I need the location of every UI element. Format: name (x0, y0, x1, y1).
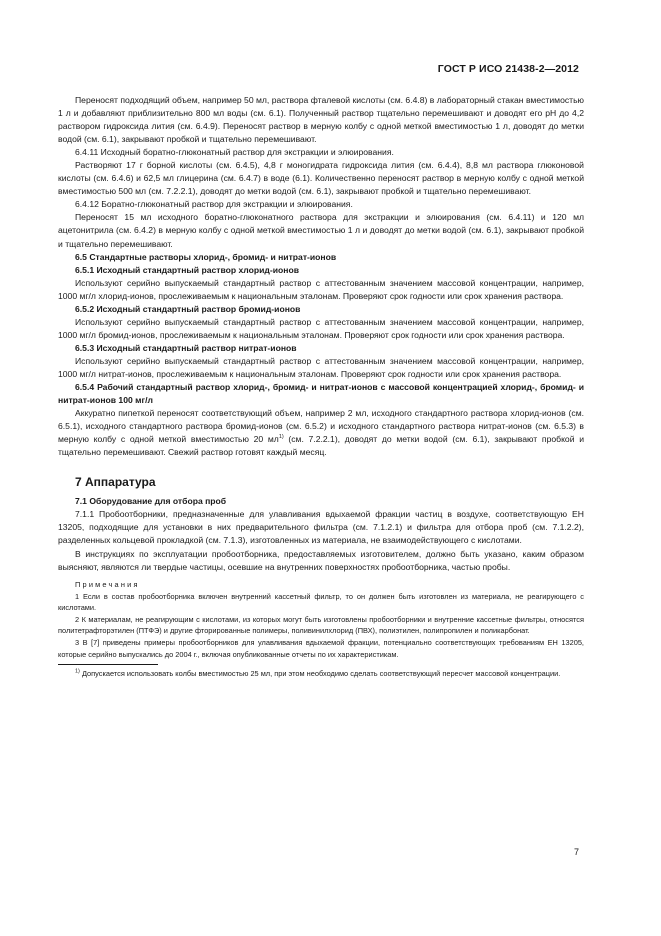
section-6-5-4-heading: 6.5.4 Рабочий стандартный раствор хлорид-, бромид- и нитрат-ионов с массовой концентрацией хлорид-, бромид- и нитрат-ионов 100 мг/л (58, 382, 584, 406)
footnote-ref-1: 1) (278, 434, 284, 441)
page-number: 7 (573, 847, 579, 857)
note-3: 3 В [7] приведены примеры пробоотборников для улавливания вдыхаемой фракции, потенциально соответствующих требованиям ЕН 13205, которые серийно выпускались до 2004 г., включая опубликованные отчеты по их характеристикам. (58, 637, 584, 659)
section-6-5-heading: 6.5 Стандартные растворы хлорид-, бромид- и нитрат-ионов (75, 251, 337, 262)
footnote-text: Допускается использовать колбы вместимостью 25 мл, при этом необходимо сделать соответствующий пересчет массовой концентрации. (79, 669, 561, 679)
section-7-1-heading: 7.1 Оборудование для отбора проб (75, 496, 227, 507)
footnote-divider (58, 664, 158, 665)
section-6-5-4-text-a: Аккуратно пипеткой переносят соответствующий объем, например 2 мл, исходного стандартного раствора хлорид-ионов (см. 6.5.1), исходного стандартного раствора бромид-ионов (см. 6.5.2) и исходного стандартного раствора нитрат-ионов (см. 6.5.3) в мерную колбу с одной меткой вместимостью 20 мл (58, 408, 584, 445)
section-7-1-1-text-2: В инструкциях по эксплуатации пробоотборника, предоставляемых изготовителем, должно быть указано, каким образом выясняют, являются ли твердые частицы, осевшие на внутренних поверхностях пробоотборника, частью пробы. (58, 548, 584, 572)
page-content (58, 94, 584, 680)
notes-title: Примечания (75, 579, 140, 589)
document-header: ГОСТ Р ИСО 21438-2—2012 (437, 63, 579, 75)
section-6-5-3-heading: 6.5.3 Исходный стандартный раствор нитрат-ионов (75, 342, 297, 353)
footnote-mark: 1) (75, 668, 80, 675)
section-6-4-11-text: Растворяют 17 г борной кислоты (см. 6.4.5), 4,8 г моногидрата гидроксида лития (см. 6.4.4), 8,8 мл раствора глюконовой кислоты (см. 6.4.6) и 62,5 мл глицерина (см. 6.4.7) в воде (6.1). Количественно переносят раствор в мерную колбу с одной меткой вместимостью 500 мл (см. 7.2.2.1), доводят до метки водой (см. 6.1), закрывают пробкой и тщательно перемешивают. (58, 160, 584, 197)
footnote-1 (58, 668, 584, 680)
section-6-5-2-heading: 6.5.2 Исходный стандартный раствор бромид-ионов (75, 303, 301, 314)
section-6-4-12-text: Переносят 15 мл исходного боратно-глюконатного раствора для экстракции и элюирования (см. 6.4.11) и 120 мл ацетонитрила (см. 6.4.2) в мерную колбу с одной меткой вместимостью 1 л и доводят до метки водой (см. 6.1), закрывают пробкой и тщательно перемешивают. (58, 212, 584, 249)
section-7-heading: 7 Аппаратура (75, 475, 156, 490)
section-6-4-11-heading: 6.4.11 Исходный боратно-глюконатный раствор для экстракции и элюирования. (75, 147, 394, 158)
section-6-5-1-text: Используют серийно выпускаемый стандартный раствор с аттестованным значением массовой концентрации, например, 1000 мг/л хлорид-ионов, прослеживаемым к национальным эталонам. Проверяют срок годности или срок хранения раствора. (58, 277, 584, 301)
note-1: 1 Если в состав пробоотборника включен внутренний кассетный фильтр, то он должен быть изготовлен из материала, не реагирующего с кислотами. (58, 591, 584, 613)
section-6-5-4-text (58, 407, 584, 459)
section-6-5-2-text: Используют серийно выпускаемый стандартный раствор с аттестованным значением массовой концентрации, например, 1000 мг/л бромид-ионов, прослеживаемым к национальным эталонам. Проверяют срок годности или срок хранения раствора. (58, 316, 584, 340)
paragraph-intro: Переносят подходящий объем, например 50 мл, раствора фталевой кислоты (см. 6.4.8) в лабораторный стакан вместимостью 1 л и добавляют приблизительно 800 мл воды (см. 6.1). Полученный раствор тщательно перемешивают и доводят его pH до 4,2 раствором гидроксида лития (см. 6.4.9). Переносят раствор в мерную колбу с одной меткой вместимостью 1 л, доводят до метки водой (см. 6.1), закрывают пробкой и тщательно перемешивают. (58, 95, 584, 145)
section-7-1-1-text: 7.1.1 Пробоотборники, предназначенные для улавливания вдыхаемой фракции частиц в воздухе, соответствующую ЕН 13205, подходящие для установки в них предварительного фильтра (см. 7.1.2.1) и фильтра для отбора проб (см. 7.1.2.2), разделенных кольцевой прокладкой (см. 7.1.3), изготовленных из материала, не взаимодействующего с кислотами. (58, 509, 584, 546)
note-2: 2 К материалам, не реагирующим с кислотами, из которых могут быть изготовлены пробоотборники и внутренние кассетные фильтры, относятся политетрафторэтилен (ПТФЭ) и другие фторированные полимеры, поливинилхлорид (ПВХ), полиэтилен, полипропилен и поликарбонат. (58, 614, 584, 636)
section-6-4-12-heading: 6.4.12 Боратно-глюконатный раствор для экстракции и элюирования. (75, 199, 353, 210)
section-6-5-4-text-b: (см. 7.2.2.1), доводят до метки водой (см. 6.1), закрывают пробкой и тщательно перемешивают. Свежий раствор готовят каждый месяц. (58, 434, 584, 458)
section-6-5-3-text: Используют серийно выпускаемый стандартный раствор с аттестованным значением массовой концентрации, например, 1000 мг/л нитрат-ионов, прослеживаемым к национальным эталонам. Проверяют срок годности или срок хранения раствора. (58, 355, 584, 379)
section-6-5-1-heading: 6.5.1 Исходный стандартный раствор хлорид-ионов (75, 264, 299, 275)
